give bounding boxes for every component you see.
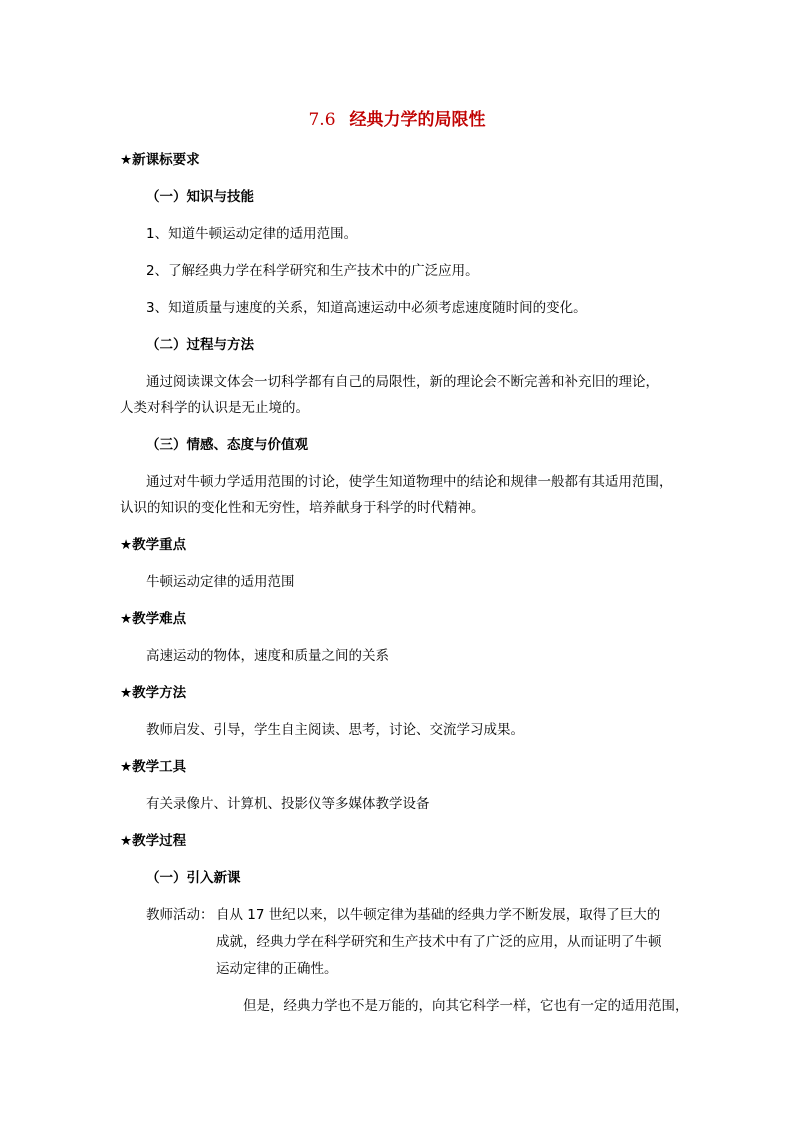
emotion-paragraph-line: 通过对牛顿力学适用范围的讨论，使学生知道物理中的结论和规律一般都有其适用范围， (146, 474, 673, 490)
tools-text: 有关录像片、计算机、投影仪等多媒体教学设备 (146, 796, 430, 812)
teacher-activity-line: 但是，经典力学也不是万能的，向其它科学一样，它也有一定的适用范围， (243, 998, 689, 1014)
intro-heading: （一）引入新课 (146, 870, 241, 886)
method-text: 教师启发、引导，学生自主阅读、思考，讨论、交流学习成果。 (146, 722, 524, 738)
process-paragraph-line: 通过阅读课文体会一切科学都有自己的局限性，新的理论会不断完善和补充旧的理论， (146, 374, 659, 390)
process-paragraph-line: 人类对科学的认识是无止境的。 (120, 400, 309, 416)
teacher-activity-line: 运动定律的正确性。 (216, 961, 338, 977)
difficulty-heading: ★教学难点 (120, 611, 187, 627)
requirements-heading: ★新课标要求 (120, 152, 200, 168)
teacher-activity-line: 成就，经典力学在科学研究和生产技术中有了广泛的应用，从而证明了牛顿 (216, 934, 662, 950)
knowledge-item: 3、知道质量与速度的关系，知道高速运动中必须考虑速度随时间的变化。 (146, 300, 587, 316)
teacher-activity-label: 教师活动： (146, 907, 214, 923)
emotion-paragraph-line: 认识的知识的变化性和无穷性，培养献身于科学的时代精神。 (120, 500, 485, 516)
teaching-process-heading: ★教学过程 (120, 833, 187, 849)
section-number: 7.6 (308, 110, 336, 130)
key-point-heading: ★教学重点 (120, 537, 187, 553)
difficulty-text: 高速运动的物体，速度和质量之间的关系 (146, 648, 389, 664)
tools-heading: ★教学工具 (120, 759, 187, 775)
page-title (0, 105, 794, 130)
knowledge-item: 2、了解经典力学在科学研究和生产技术中的广泛应用。 (146, 263, 479, 279)
title-text: 经典力学的局限性 (349, 110, 486, 130)
teacher-activity-line: 自从 17 世纪以来，以牛顿定律为基础的经典力学不断发展，取得了巨大的 (216, 907, 661, 923)
key-point-text: 牛顿运动定律的适用范围 (146, 574, 295, 590)
knowledge-item: 1、知道牛顿运动定律的适用范围。 (146, 226, 358, 242)
knowledge-heading: （一）知识与技能 (146, 189, 254, 205)
method-heading: ★教学方法 (120, 685, 187, 701)
process-heading: （二）过程与方法 (146, 337, 254, 353)
emotion-heading: （三）情感、态度与价值观 (146, 437, 308, 453)
